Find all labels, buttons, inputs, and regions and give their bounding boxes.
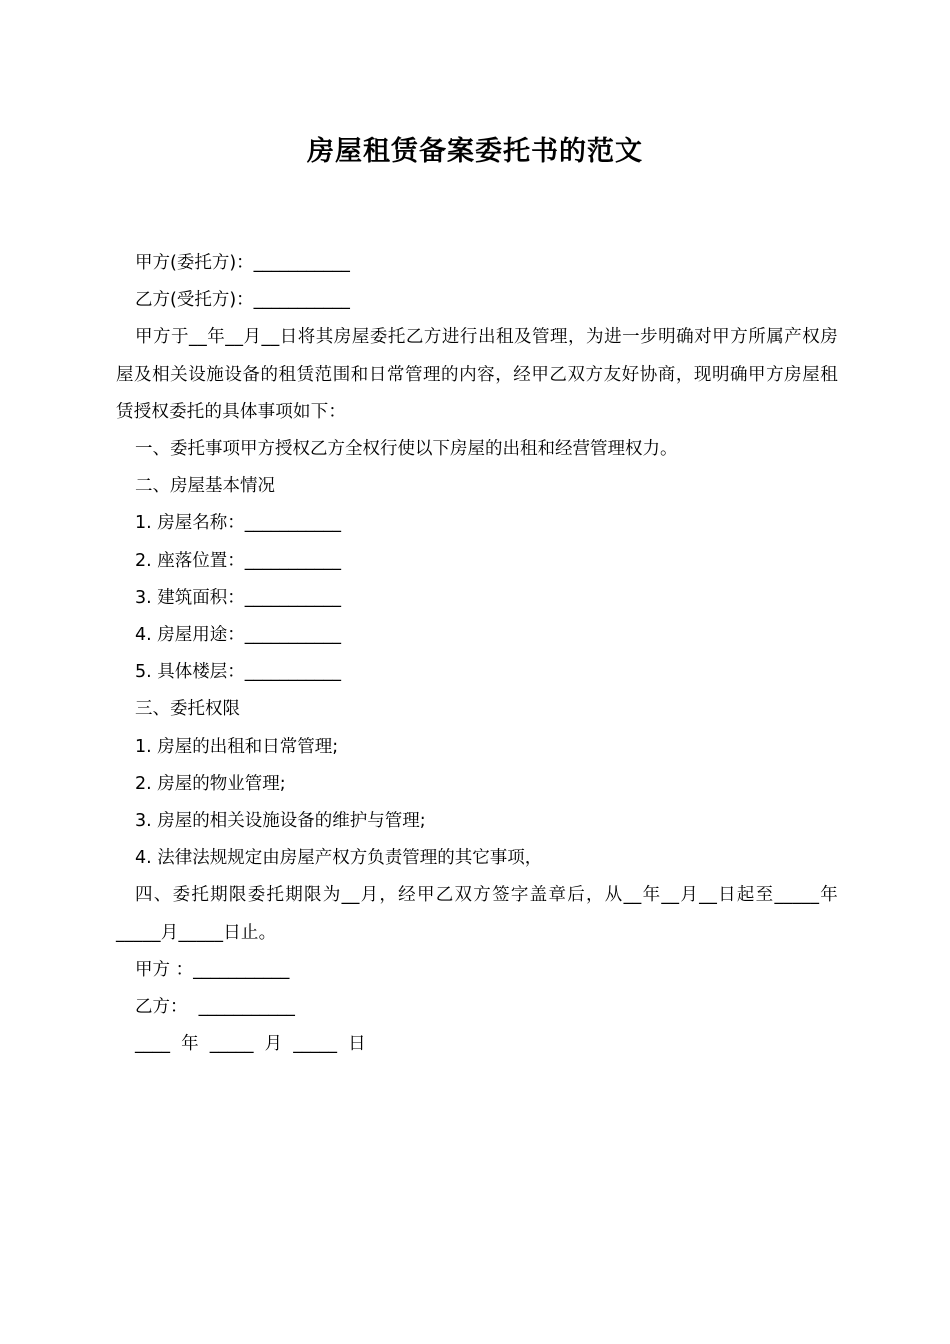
authority-item-1: 1. 房屋的出租和日常管理; [135, 736, 339, 757]
section-3-heading: 三、委托权限 [135, 699, 240, 720]
section-4-paragraph: 四、委托期限委托期限为__月，经甲乙双方签字盖章后，从__年__月__日起至_____年_____月_____日止。 [116, 885, 838, 943]
signature-party-b: 乙方： ___________ [135, 997, 295, 1018]
party-a-line: 甲方(委托方)：___________ [135, 253, 350, 273]
signature-party-a: 甲方 ：___________ [135, 959, 290, 980]
authority-item-4: 4. 法律法规规定由房屋产权方负责管理的其它事项， [135, 848, 543, 869]
property-name-line: 1. 房屋名称：___________ [135, 513, 342, 534]
property-location-line: 2. 座落位置：___________ [135, 550, 342, 571]
signature-date: ____ 年 _____ 月 _____ 日 [135, 1034, 366, 1055]
section-1-heading: 一、委托事项甲方授权乙方全权行使以下房屋的出租和经营管理权力。 [135, 439, 678, 460]
property-use-line: 4. 房屋用途：___________ [135, 625, 342, 646]
property-floor-line: 5. 具体楼层：___________ [135, 662, 342, 683]
intro-paragraph: 甲方于__年__月__日将其房屋委托乙方进行出租及管理，为进一步明确对甲方所属产权房屋及相关设施设备的租赁范围和日常管理的内容，经甲乙双方友好协商，现明确甲方房屋租赁授权委托的具体事项如下： [116, 327, 838, 422]
property-area-line: 3. 建筑面积：___________ [135, 587, 342, 608]
party-b-line: 乙方(受托方)：___________ [135, 290, 350, 311]
section-2-heading: 二、房屋基本情况 [135, 476, 275, 497]
document-title: 房屋租赁备案委托书的范文 [307, 136, 643, 167]
authority-item-3: 3. 房屋的相关设施设备的维护与管理; [135, 811, 426, 832]
document-body [116, 245, 838, 1063]
authority-item-2: 2. 房屋的物业管理; [135, 773, 286, 794]
